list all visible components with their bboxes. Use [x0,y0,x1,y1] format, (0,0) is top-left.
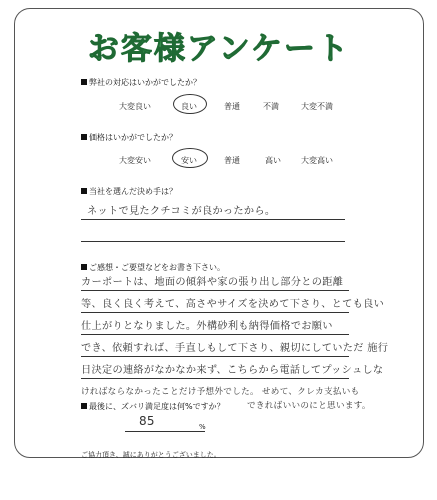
answer-line [81,219,345,220]
comment-rule [81,378,349,379]
survey-sheet [14,8,424,458]
question-comments-text: ご感想・ご要望などをお書き下さい。 [89,263,225,272]
comment-line: でき、依頼すれば、手直しもして下さり、親切にしていただ 施行 [81,343,389,354]
question-reason-text: 当社を選んだ決め手は？ [89,187,177,196]
reason-answer: ネットで見たクチコミが良かったから。 [87,206,276,217]
question-reason [81,186,177,197]
option-cheap[interactable]: 安い [181,156,197,165]
footer-thanks: ご協力頂き、誠にありがとうございました。 [81,451,221,459]
option-very-cheap[interactable]: 大変安い [119,156,151,165]
question-service [81,77,201,88]
comment-rule [81,334,349,335]
comment-line: 仕上がりとなりました。外構砂利も納得価格でお願い [81,321,333,332]
comment-rule [81,290,349,291]
option-normal[interactable]: 普通 [224,102,240,111]
comment-line: カーポートは、地面の傾斜や家の張り出し部分との距離 [81,277,344,288]
comment-line: 等、良く良く考えて、高さやサイズを決めて下さり、とても良い [81,299,385,310]
selected-circle-price [172,148,208,168]
question-price [81,132,177,143]
question-satisfaction [81,401,225,412]
bullet-square-icon [81,134,87,140]
satisfaction-line [125,431,205,432]
question-service-text: 弊社の対応はいかがでしたか？ [89,78,201,87]
option-very-good[interactable]: 大変良い [119,102,151,111]
bullet-square-icon [81,188,87,194]
comment-line: 日決定の連絡がなかなか来ず、こちらから電話してプッシュしな [81,365,384,376]
question-comments [81,262,225,273]
option-unsatisfied[interactable]: 不満 [263,102,279,111]
satisfaction-answer: 85 [139,414,155,428]
option-expensive[interactable]: 高い [265,156,281,165]
answer-line [81,241,345,242]
bullet-square-icon [81,264,87,270]
option-price-normal[interactable]: 普通 [224,156,240,165]
survey-title: お客様アンケート [87,31,351,67]
bullet-square-icon [81,79,87,85]
selected-circle-service [173,94,207,114]
option-good[interactable]: 良い [181,102,197,111]
comment-rule [81,356,349,357]
bullet-square-icon [81,403,87,409]
comment-line: ければならなかったことだけ予想外でした。 せめて、クレカ支払いも [81,387,360,397]
comment-rule [81,312,349,313]
option-very-expensive[interactable]: 大変高い [301,156,333,165]
option-very-unsatisfied[interactable]: 大変不満 [301,102,333,111]
percent-unit: % [199,423,206,431]
question-price-text: 価格はいかがでしたか？ [89,133,177,142]
question-satisfaction-text: 最後に、ズバリ満足度は何%ですか？ [89,402,225,411]
comment-line: できればいいのにと思います。 [247,401,371,411]
